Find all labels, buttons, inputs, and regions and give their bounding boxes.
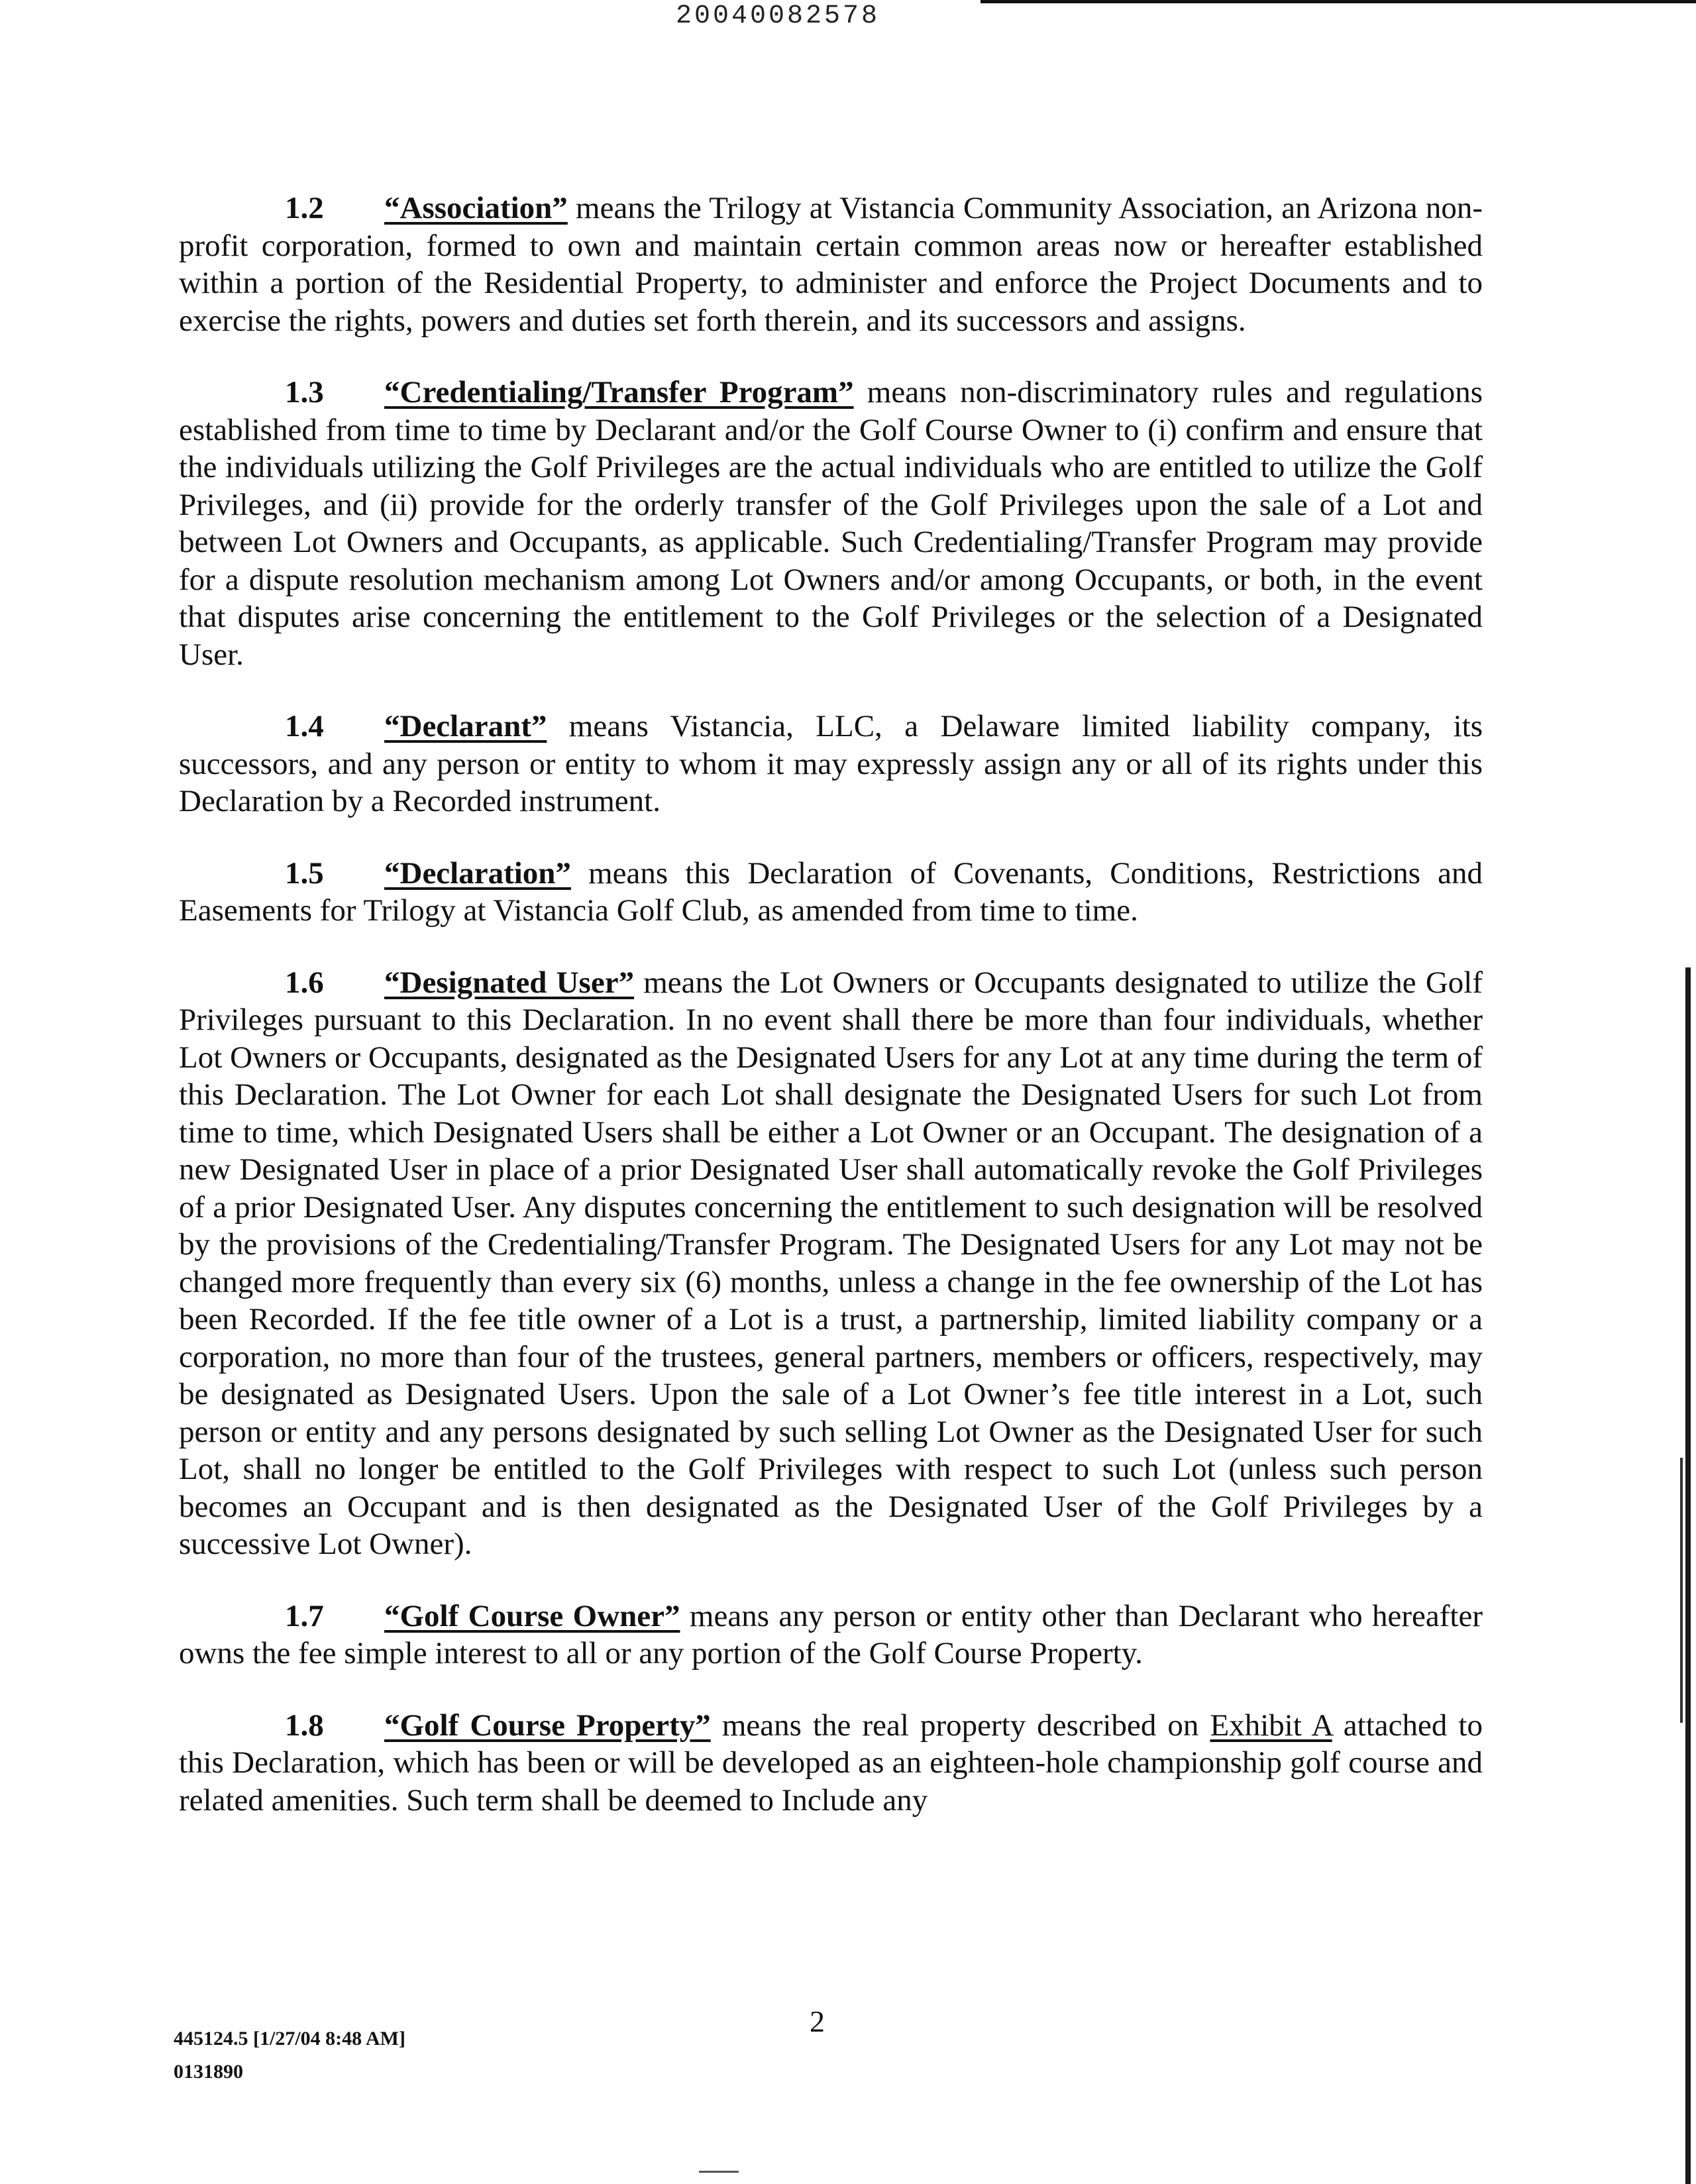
definition-text: means Vistancia, LLC, a Delaware limited liability company, its successors, and any person or entity to whom it may expressly assign any or all of its rights under this Declaration by a Recorded instrument.: [179, 709, 1483, 818]
section-1-8: [179, 1707, 1483, 1820]
section-1-7: [179, 1598, 1483, 1672]
scan-artifact: [699, 2171, 739, 2173]
recording-number: 20040082578: [676, 1, 880, 31]
section-1-4: [179, 708, 1483, 820]
definition-text: means the Trilogy at Vistancia Community Association, an Arizona non-profit corporation, formed to own and maintain certain common areas now or hereafter established within a portion of the Residential Property, to administer and enforce the Project Documents and to exercise the rights, powers and duties set forth therein, and its successors and assigns.: [179, 191, 1483, 338]
top-rule: [980, 0, 1696, 3]
defined-term: “Golf Course Property”: [384, 1708, 711, 1743]
footer-document-reference: [174, 2022, 405, 2089]
section-number: 1.2: [285, 191, 324, 225]
definition-text: means any person or entity other than Declarant who hereafter owns the fee simple interest to all or any portion of the Golf Course Property.: [179, 1598, 1483, 1670]
section-1-2: [179, 190, 1483, 339]
definition-text: means this Declaration of Covenants, Conditions, Restrictions and Easements for Trilogy at Vistancia Golf Club, as amended from time to time.: [179, 855, 1483, 928]
defined-term: “Golf Course Owner”: [384, 1598, 680, 1633]
defined-term: “Designated User”: [384, 965, 635, 1000]
definition-text: means non-discriminatory rules and regulations established from time to time by Declarant and/or the Golf Course Owner to (i) confirm and ensure that the individuals utilizing the Golf Privileges are the actual individuals who are entitled to utilize the Golf Privileges, and (ii) provide for the orderly transfer of the Golf Privileges upon the sale of a Lot and between Lot Owners and Occupants, as applicable. Such Credentialing/Transfer Program may provide for a dispute resolution mechanism among Lot Owners and/or among Occupants, or both, in the event that disputes arise concerning the entitlement to the Golf Privileges or the selection of a Designated User.: [179, 375, 1483, 672]
footer-ref-line-2: 0131890: [174, 2061, 243, 2083]
scan-edge: [1685, 967, 1691, 2184]
section-number: 1.5: [285, 855, 324, 891]
section-number: 1.7: [285, 1598, 324, 1633]
scan-edge-mark: [1680, 1458, 1683, 1723]
definition-text: means the Lot Owners or Occupants designated to utilize the Golf Privileges pursuant to this Declaration. In no event shall there be more than four individuals, whether Lot Owners or Occupants, designated as the Designated Users for any Lot at any time during the term of this Declaration. The Lot Owner for each Lot shall designate the Designated Users for such Lot from time to time, which Designated Users shall be either a Lot Owner or an Occupant. The designation of a new Designated User in place of a prior Designated User shall automatically revoke the Golf Privileges of a prior Designated User. Any disputes concerning the entitlement to such designation will be resolved by the provisions of the Credentialing/Transfer Program. The Designated Users for any Lot may not be changed more frequently than every six (6) months, unless a change in the fee ownership of the Lot has been Recorded. If the fee title owner of a Lot is a trust, a partnership, limited liability company or a corporation, no more than four of the trustees, general partners, members or officers, respectively, may be designated as Designated Users. Upon the sale of a Lot Owner’s fee title interest in a Lot, such person or entity and any persons designated by such selling Lot Owner as the Designated User for such Lot, shall no longer be entitled to the Golf Privileges with respect to such Lot (unless such person becomes an Occupant and is then designated as the Designated User of the Golf Privileges by a successive Lot Owner).: [179, 965, 1483, 1561]
defined-term: “Declarant”: [384, 709, 547, 743]
section-number: 1.6: [285, 965, 324, 1000]
exhibit-reference: Exhibit A: [1210, 1708, 1332, 1743]
section-1-5: [179, 855, 1483, 930]
document-body: [179, 190, 1483, 1853]
definition-text: means the real property described on: [710, 1708, 1210, 1743]
defined-term: “Declaration”: [384, 855, 571, 891]
defined-term: “Credentialing/Transfer Program”: [384, 375, 854, 410]
section-number: 1.3: [285, 375, 324, 410]
defined-term: “Association”: [384, 191, 568, 225]
definition-text-continued: attached to this Declaration, which has been or will be developed as an eighteen-hole championship golf course and related amenities. Such term shall be deemed to Include any: [179, 1708, 1483, 1818]
section-number: 1.4: [285, 709, 324, 743]
page-number: 2: [810, 2004, 825, 2038]
section-1-3: [179, 374, 1483, 673]
section-1-6: [179, 964, 1483, 1563]
section-number: 1.8: [285, 1708, 324, 1743]
footer-ref-line-1: 445124.5 [1/27/04 8:48 AM]: [174, 2028, 405, 2049]
